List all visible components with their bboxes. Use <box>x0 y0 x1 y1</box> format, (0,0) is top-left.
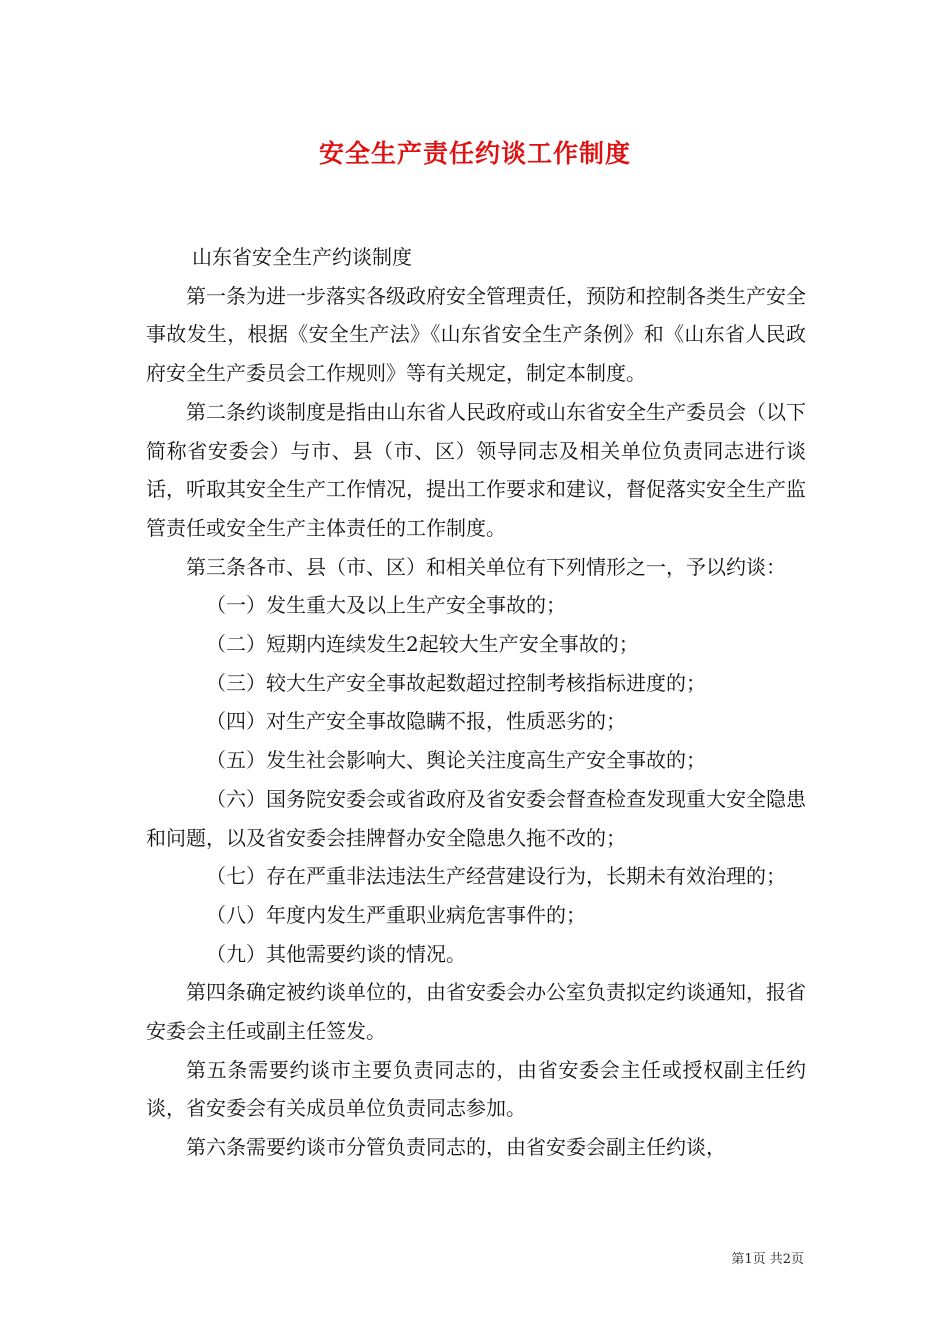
article-3: 第三条各市、县（市、区）和相关单位有下列情形之一，予以约谈： <box>186 554 786 579</box>
list-item-9: （九）其他需要约谈的情况。 <box>206 941 466 966</box>
list-item-4: （四）对生产安全事故隐瞒不报，性质恶劣的； <box>206 709 626 734</box>
article-4: 第四条确定被约谈单位的，由省安委会办公室负责拟定约谈通知，报省安委会主任或副主任签发。 <box>146 980 806 1044</box>
list-item-5: （五）发生社会影响大、舆论关注度高生产安全事故的； <box>206 748 706 773</box>
document-subtitle: 山东省安全生产约谈制度 <box>192 245 412 269</box>
list-item-2: （二）短期内连续发生2起较大生产安全事故的； <box>206 632 639 657</box>
list-item-7: （七）存在严重非法违法生产经营建设行为，长期未有效治理的； <box>206 864 786 889</box>
list-item-1: （一）发生重大及以上生产安全事故的； <box>206 593 566 618</box>
list-item-6: （六）国务院安委会或省政府及省安委会督查检查发现重大安全隐患和问题，以及省安委会挂牌督办安全隐患久拖不改的； <box>146 786 806 850</box>
article-1: 第一条为进一步落实各级政府安全管理责任，预防和控制各类生产安全事故发生，根据《安全生产法》《山东省安全生产条例》和《山东省人民政府安全生产委员会工作规则》等有关规定，制定本制度。 <box>146 283 806 386</box>
list-item-3: （三）较大生产安全事故起数超过控制考核指标进度的； <box>206 670 706 695</box>
document-title: 安全生产责任约谈工作制度 <box>318 139 631 168</box>
page-number-footer: 第1页 共2页 <box>731 1252 804 1267</box>
article-5: 第五条需要约谈市主要负责同志的，由省安委会主任或授权副主任约谈，省安委会有关成员单位负责同志参加。 <box>146 1057 806 1121</box>
article-6: 第六条需要约谈市分管负责同志的，由省安委会副主任约谈， <box>186 1135 726 1160</box>
article-2: 第二条约谈制度是指由山东省人民政府或山东省安全生产委员会（以下简称省安委会）与市、县（市、区）领导同志及相关单位负责同志进行谈话，听取其安全生产工作情况，提出工作要求和建议，督促落实安全生产监管责任或安全生产主体责任的工作制度。 <box>146 399 806 540</box>
list-item-8: （八）年度内发生严重职业病危害事件的； <box>206 902 586 927</box>
document-body <box>146 238 806 1167</box>
